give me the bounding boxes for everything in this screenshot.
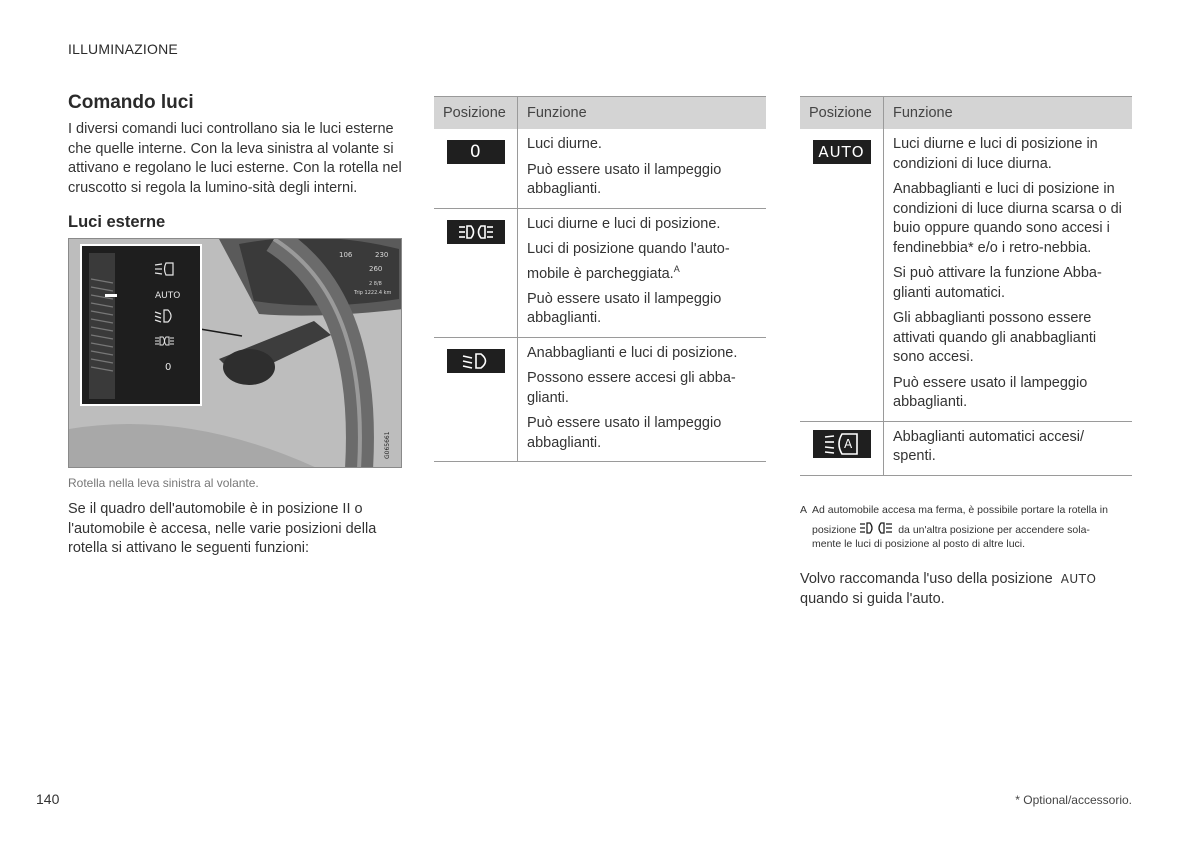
position-cell xyxy=(434,209,518,337)
positions-table-2 xyxy=(800,96,1132,476)
function-text: Possono essere accesi gli abba-glianti. xyxy=(527,370,736,406)
function-text: Luci diurne e luci di posizione in condizioni di luce diurna. xyxy=(893,136,1098,172)
table-row xyxy=(434,129,766,209)
recommendation-post: quando si guida l'auto. xyxy=(800,590,945,607)
recommendation-note xyxy=(800,570,1134,609)
function-text: Luci diurne e luci di posizione. xyxy=(527,215,721,232)
gauge-label-260: 260 xyxy=(369,265,383,273)
table-header xyxy=(434,96,766,129)
function-text: Si può attivare la funzione Abba-glianti automatici. xyxy=(893,265,1102,301)
function-text: Anabbaglianti e luci di posizione. xyxy=(527,344,738,361)
positions-table-1 xyxy=(434,96,766,462)
lever-illustration xyxy=(69,239,402,468)
function-text: Abbaglianti automatici accesi/ spenti. xyxy=(893,428,1085,464)
function-cell xyxy=(884,422,1132,475)
header-position: Posizione xyxy=(800,97,884,129)
function-cell xyxy=(884,129,1132,421)
auto-inline-icon: AUTO xyxy=(1060,572,1097,586)
auto-high-beam-icon xyxy=(813,430,871,458)
footnote-line-2-post: da un'altra posizione per accendere sola- xyxy=(898,523,1090,536)
footnote-mark: A xyxy=(800,504,808,516)
footnote-line-1: Ad automobile accesa ma ferma, è possibile portare la rotella in xyxy=(812,504,1108,516)
low-beam-icon xyxy=(447,349,505,373)
gauge-trip: Trip 1222.4 km xyxy=(354,290,392,296)
table-row xyxy=(800,422,1132,476)
footnote-line-3: mente le luci di posizione al posto di altre luci. xyxy=(812,538,1026,550)
inset-zero-label: 0 xyxy=(165,362,172,373)
inset-auto-label: AUTO xyxy=(155,291,181,301)
table-row xyxy=(434,209,766,338)
function-text: Può essere usato il lampeggio abbaglianti. xyxy=(527,415,722,451)
page-title: Comando luci xyxy=(68,92,194,113)
recommendation-pre: Volvo raccomanda l'uso della posizione xyxy=(800,571,1053,587)
function-text: Può essere usato il lampeggio abbaglianti. xyxy=(527,161,722,197)
table-header xyxy=(800,96,1132,129)
steering-lever-figure xyxy=(68,238,402,468)
position-cell xyxy=(434,129,518,208)
gauge-label-0: 0 xyxy=(309,265,314,273)
position-lights-inline-icon xyxy=(859,522,895,539)
footnote-line-2-pre: posizione xyxy=(812,523,857,536)
function-cell xyxy=(518,129,766,208)
header-function: Funzione xyxy=(893,105,953,121)
position-cell xyxy=(800,422,884,475)
figure-caption: Rotella nella leva sinistra al volante. xyxy=(68,476,259,490)
function-text: Può essere usato il lampeggio abbaglianti. xyxy=(527,290,722,327)
gauge-label-230: 230 xyxy=(375,251,389,259)
header-function: Funzione xyxy=(527,105,587,121)
section-header: ILLUMINAZIONE xyxy=(68,41,178,57)
subtitle-luci-esterne: Luci esterne xyxy=(68,213,166,231)
function-text: Può essere usato il lampeggio abbaglianti. xyxy=(893,374,1088,410)
left-column xyxy=(68,92,402,559)
page-number: 140 xyxy=(36,791,60,807)
gauge-label-106: 106 xyxy=(339,251,353,259)
body-paragraph: Se il quadro dell'automobile è in posizione II o l'automobile è accesa, nelle varie posizioni della rotella si attivano le seguenti funzioni: xyxy=(68,501,377,556)
footnote xyxy=(800,504,1134,552)
figure-ref-code: G065661 xyxy=(384,431,391,459)
gauge-label-20: 20 xyxy=(301,251,310,259)
daytime-position-lights-icon xyxy=(447,220,505,244)
function-cell xyxy=(518,338,766,462)
function-cell xyxy=(518,209,766,337)
svg-text:A: A xyxy=(843,436,852,451)
function-text: Gli abbaglianti possono essere attivati quando gli anabbaglianti sono accesi. xyxy=(893,310,1097,365)
position-cell xyxy=(434,338,518,462)
header-position: Posizione xyxy=(434,97,518,129)
optional-accessory-note: * Optional/accessorio. xyxy=(1015,793,1132,807)
table-row xyxy=(434,338,766,463)
intro-paragraph: I diversi comandi luci controllano sia le luci esterne che quelle interne. Con la leva sinistra al volante si attivano e regolano le luci esterne. Con la rotella nel cruscotto si regola la lumino-sità degli interni. xyxy=(68,121,402,196)
footnote-ref: A xyxy=(673,263,680,274)
zero-position-icon: 0 xyxy=(447,140,505,164)
gauge-odo: 2 8/8 xyxy=(369,281,382,287)
position-cell xyxy=(800,129,884,421)
function-text: Luci di posizione quando l'auto-mobile è parcheggiata.$^A$ xyxy=(527,241,730,282)
function-text: Luci diurne. xyxy=(527,136,602,152)
auto-icon: AUTO xyxy=(813,140,871,164)
function-text: Anabbaglianti e luci di posizione in condizioni di luce diurna scarsa o di buio oppure quando sono accesi i fendinebbia* e/o i retro-nebbia. xyxy=(893,181,1122,256)
table-row xyxy=(800,129,1132,422)
